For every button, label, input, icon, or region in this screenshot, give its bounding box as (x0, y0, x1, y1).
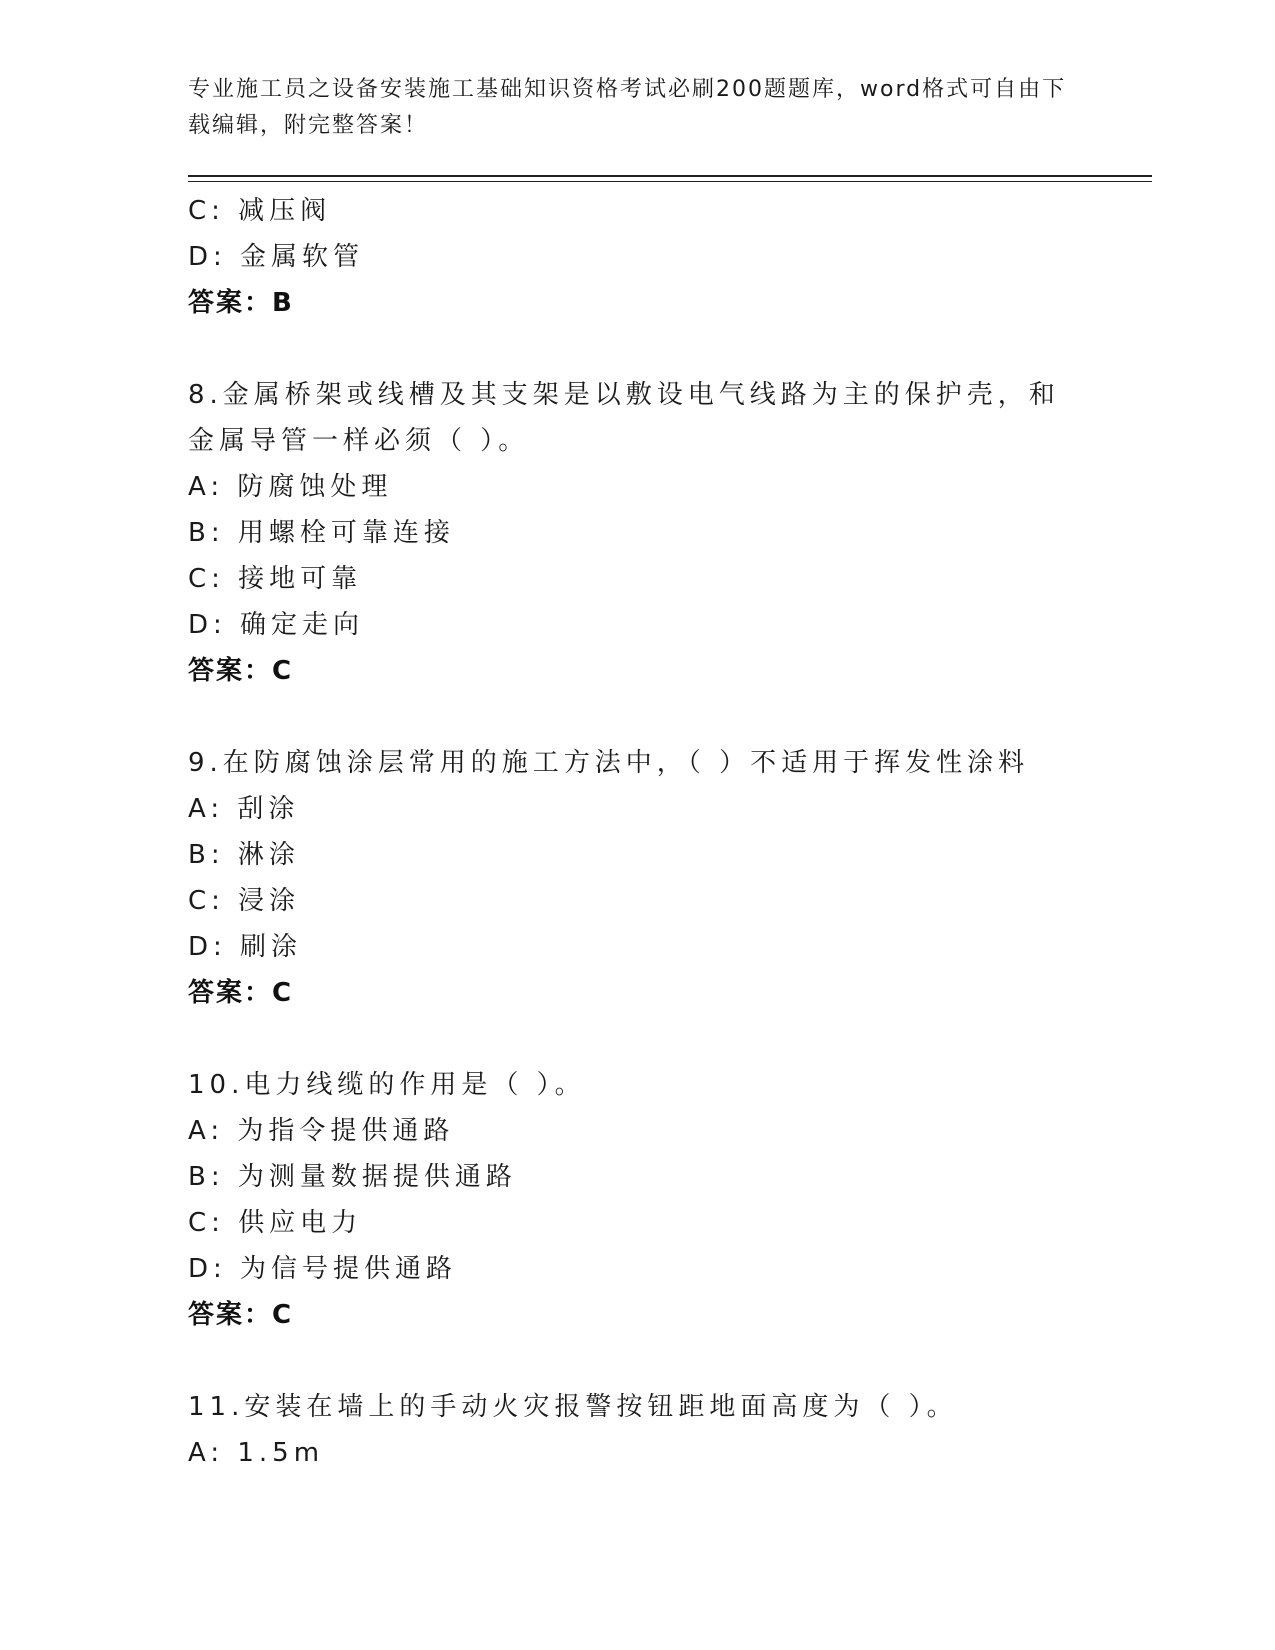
option-a: A: 刮涂 (188, 794, 300, 824)
question-stem: 10.电力线缆的作用是（ ）。 (188, 1070, 586, 1100)
header-divider-thick (188, 175, 1152, 177)
question-8 (188, 372, 1152, 694)
answer: 答案：C (188, 978, 294, 1008)
question-stem: 9.在防腐蚀涂层常用的施工方法中，（ ）不适用于挥发性涂料 (188, 748, 1030, 778)
option-a: A: 为指令提供通路 (188, 1116, 455, 1146)
option-c: C: 接地可靠 (188, 564, 363, 594)
answer: 答案：C (188, 1300, 294, 1330)
option-d: D: 刷涂 (188, 932, 303, 962)
question-11 (188, 1384, 1152, 1476)
option-a: A: 1.5m (188, 1438, 325, 1468)
header-divider-thin (188, 181, 1152, 182)
option-c: C: 浸涂 (188, 886, 301, 916)
answer: 答案：B (188, 288, 294, 318)
answer: 答案：C (188, 656, 294, 686)
question-10 (188, 1062, 1152, 1338)
option-c: C: 供应电力 (188, 1208, 363, 1238)
option-a: A: 防腐蚀处理 (188, 472, 393, 502)
option-b: B: 淋涂 (188, 840, 300, 870)
question-stem: 11.安装在墙上的手动火灾报警按钮距地面高度为（ ）。 (188, 1392, 958, 1422)
continued-question (188, 188, 1152, 326)
option-d: D: 为信号提供通路 (188, 1254, 458, 1284)
option-b: B: 用螺栓可靠连接 (188, 518, 455, 548)
document-header: 专业施工员之设备安装施工基础知识资格考试必刷200题题库，word格式可自由下载编辑，附完整答案！ (188, 77, 1067, 138)
question-9 (188, 740, 1152, 1016)
option-d: D: 金属软管 (188, 242, 365, 272)
option-d: D: 确定走向 (188, 610, 365, 640)
option-b: B: 为测量数据提供通路 (188, 1162, 517, 1192)
question-list (188, 188, 1152, 1476)
question-stem: 8.金属桥架或线槽及其支架是以敷设电气线路为主的保护壳，和金属导管一样必须（ ）。 (188, 380, 1060, 456)
option-c: C: 减压阀 (188, 196, 332, 226)
